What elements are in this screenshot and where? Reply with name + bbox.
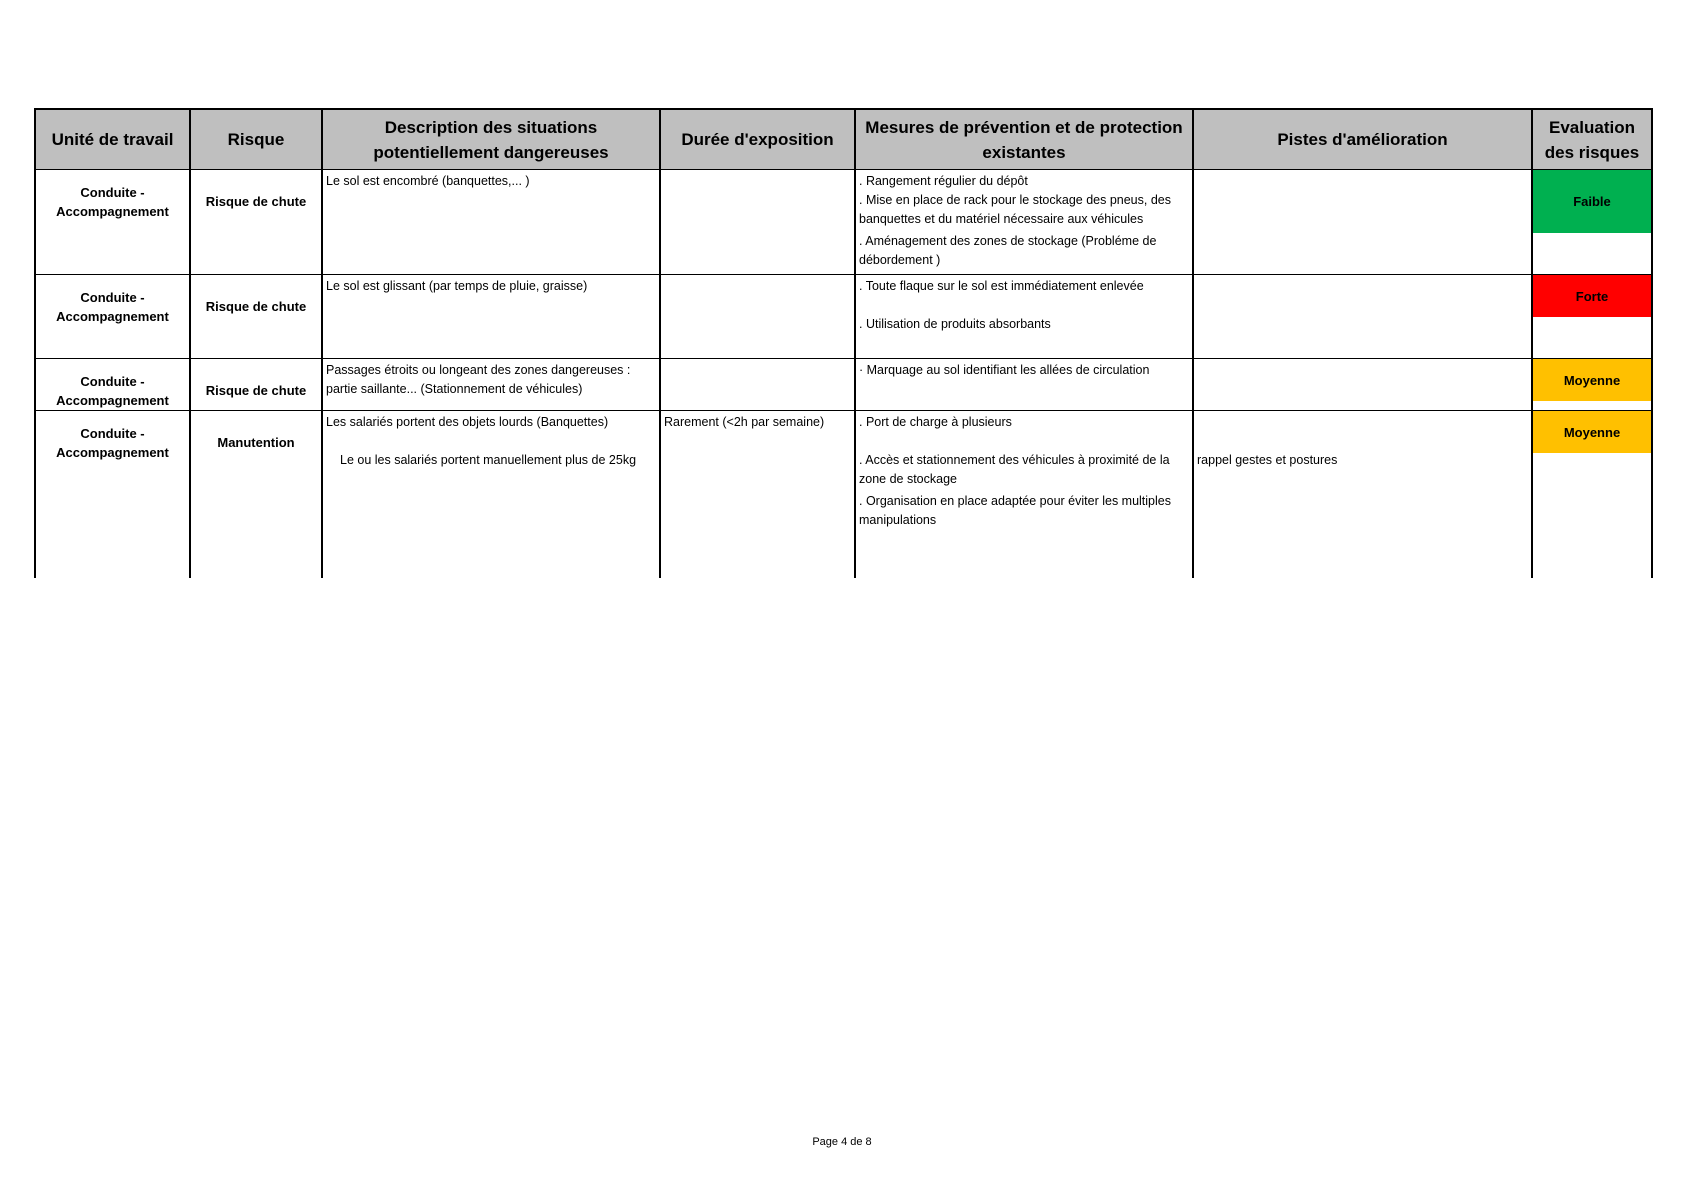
evaluation-badge: Faible [1533,170,1651,233]
page-number: Page 4 de 8 [812,1136,872,1148]
cell-description [322,359,660,411]
header-risk: Risque [190,109,322,170]
cell-description [322,275,660,359]
cell-duration: Rarement (<2h par semaine) [660,411,855,578]
cell-unit: Conduite - Accompagnement [35,411,190,578]
table-row [35,275,1652,359]
measure-line: . Utilisation de produits absorbants [859,317,1051,331]
table-header-row [35,109,1652,170]
improvement-line: rappel gestes et postures [1197,453,1338,467]
measure-line: . Toute flaque sur le sol est immédiatement enlevée [859,279,1144,293]
cell-unit: Conduite - Accompagnement [35,359,190,411]
cell-improvement [1193,411,1532,578]
cell-measures [855,411,1193,578]
table-row [35,170,1652,275]
header-description: Description des situations potentiellement dangereuses [322,109,660,170]
cell-evaluation [1532,359,1652,411]
risk-assessment-table [34,108,1653,578]
header-improvement: Pistes d'amélioration [1193,109,1532,170]
evaluation-badge: Moyenne [1533,359,1651,401]
cell-measures [855,359,1193,411]
cell-unit: Conduite - Accompagnement [35,170,190,275]
cell-risk: Risque de chute [190,170,322,275]
cell-duration [660,275,855,359]
measure-line: . Accès et stationnement des véhicules à proximité de la zone de stockage [859,453,1170,486]
description-line: Le sol est encombré (banquettes,... ) [326,174,530,188]
header-unit: Unité de travail [35,109,190,170]
cell-duration [660,359,855,411]
description-line: Passages étroits ou longeant des zones dangereuses : partie saillante... (Stationnement de véhicules) [326,363,631,396]
measure-line: . Port de charge à plusieurs [859,415,1012,429]
measure-line: . Rangement régulier du dépôt [859,174,1028,188]
cell-risk: Risque de chute [190,275,322,359]
description-line: Les salariés portent des objets lourds (Banquettes) [326,415,609,429]
cell-measures [855,275,1193,359]
cell-evaluation [1532,411,1652,578]
table-row [35,359,1652,411]
measure-line: . Mise en place de rack pour le stockage des pneus, des banquettes et du matériel nécessaire aux véhicules [859,193,1171,226]
header-duration: Durée d'exposition [660,109,855,170]
measure-line: · Marquage au sol identifiant les allées de circulation [859,363,1150,377]
table-row [35,411,1652,578]
cell-measures [855,170,1193,275]
evaluation-badge: Moyenne [1533,411,1651,453]
cell-risk: Manutention [190,411,322,578]
cell-duration [660,170,855,275]
cell-description [322,411,660,578]
cell-description [322,170,660,275]
header-measures: Mesures de prévention et de protection existantes [855,109,1193,170]
cell-unit: Conduite - Accompagnement [35,275,190,359]
cell-improvement [1193,170,1532,275]
cell-improvement [1193,275,1532,359]
description-line: Le sol est glissant (par temps de pluie, graisse) [326,279,588,293]
cell-evaluation [1532,275,1652,359]
cell-risk: Risque de chute [190,359,322,411]
header-evaluation: Evaluation des risques [1532,109,1652,170]
evaluation-badge: Forte [1533,275,1651,317]
measure-line: . Organisation en place adaptée pour éviter les multiples manipulations [859,494,1171,527]
measure-line: . Aménagement des zones de stockage (Probléme de débordement ) [859,234,1157,267]
cell-improvement [1193,359,1532,411]
cell-evaluation [1532,170,1652,275]
description-line: Le ou les salariés portent manuellement plus de 25kg [340,453,637,467]
